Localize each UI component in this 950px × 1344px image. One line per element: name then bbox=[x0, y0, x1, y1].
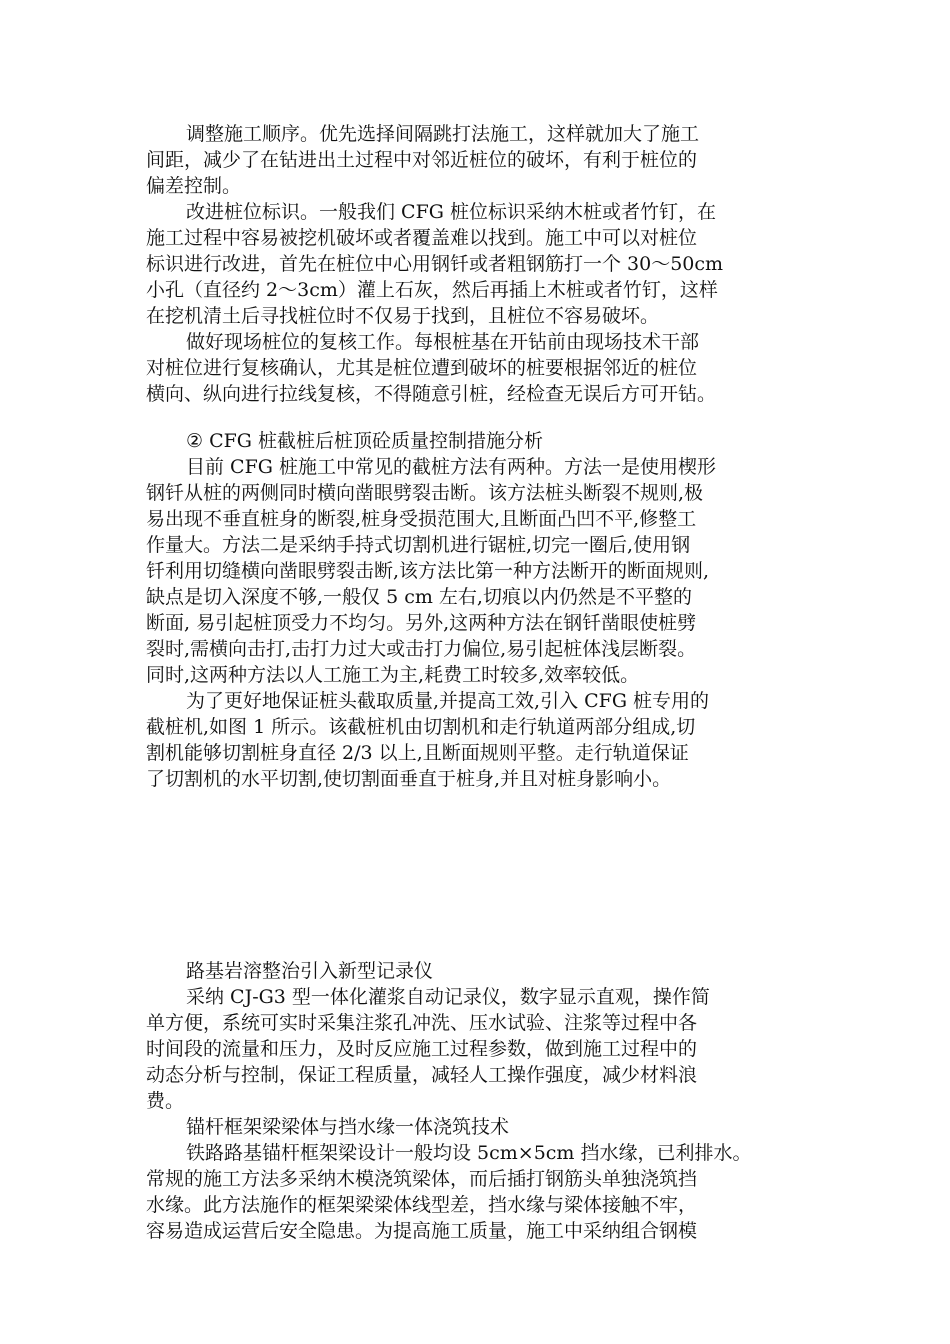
text-line: 常规的施工方法多采纳木模浇筑梁体，而后插打钢筋头单独浇筑挡 bbox=[146, 1168, 698, 1190]
section-heading: 路基岩溶整治引入新型记录仪 bbox=[186, 960, 434, 982]
text-line: 钎利用切缝横向凿眼劈裂击断,该方法比第一种方法断开的断面规则, bbox=[146, 560, 710, 582]
text-line: 标识进行改进，首先在桩位中心用钢钎或者粗钢筋打一个 30～50cm bbox=[146, 253, 724, 275]
text-line: 改进桩位标识。一般我们 CFG 桩位标识采纳木桩或者竹钉，在 bbox=[186, 201, 716, 223]
text-line: 同时,这两种方法以人工施工为主,耗费工时较多,效率较低。 bbox=[146, 664, 640, 686]
text-line: 施工过程中容易被挖机破坏或者覆盖难以找到。施工中可以对桩位 bbox=[146, 227, 698, 249]
text-line: 动态分析与控制，保证工程质量，减轻人工操作强度，减少材料浪 bbox=[146, 1064, 698, 1086]
text-line: 做好现场桩位的复核工作。每根桩基在开钻前由现场技术干部 bbox=[186, 331, 700, 353]
text-line: 容易造成运营后安全隐患。为提高施工质量，施工中采纳组合钢模 bbox=[146, 1220, 698, 1242]
text-line: 缺点是切入深度不够,一般仅 5 cm 左右,切痕以内仍然是不平整的 bbox=[146, 586, 692, 608]
text-line: 小孔（直径约 2～3cm）灌上石灰，然后再插上木桩或者竹钉，这样 bbox=[146, 279, 718, 301]
text-line: 作量大。方法二是采纳手持式切割机进行锯桩,切完一圈后,使用钢 bbox=[146, 534, 691, 556]
text-line: 对桩位进行复核确认，尤其是桩位遭到破坏的桩要根据邻近的桩位 bbox=[146, 357, 698, 379]
text-line: 了切割机的水平切割,使切割面垂直于桩身,并且对桩身影响小。 bbox=[146, 768, 672, 790]
text-line: 裂时,需横向击打,击打力过大或击打力偏位,易引起桩体浅层断裂。 bbox=[146, 638, 697, 660]
text-line: 钢钎从桩的两侧同时横向凿眼劈裂击断。该方法桩头断裂不规则,极 bbox=[146, 482, 704, 504]
text-line: 断面, 易引起桩顶受力不均匀。另外,这两种方法在钢钎凿眼使桩劈 bbox=[146, 612, 697, 634]
text-line: 单方便，系统可实时采集注浆孔冲洗、压水试验、注浆等过程中各 bbox=[146, 1012, 698, 1034]
text-line: 采纳 CJ-G3 型一体化灌浆自动记录仪，数字显示直观，操作简 bbox=[186, 986, 710, 1008]
text-line: 横向、纵向进行拉线复核，不得随意引桩，经检查无误后方可开钻。 bbox=[146, 383, 717, 405]
text-line: 铁路路基锚杆框架梁设计一般均设 5cm×5cm 挡水缘，已利排水。 bbox=[186, 1142, 752, 1164]
text-line: 截桩机,如图 1 所示。该截桩机由切割机和走行轨道两部分组成,切 bbox=[146, 716, 696, 738]
text-line: 时间段的流量和压力，及时反应施工过程参数，做到施工过程中的 bbox=[146, 1038, 698, 1060]
section-heading: 锚杆框架梁梁体与挡水缘一体浇筑技术 bbox=[186, 1116, 510, 1138]
text-line: 费。 bbox=[146, 1090, 185, 1112]
text-line: 偏差控制。 bbox=[146, 175, 242, 197]
text-line: 在挖机清土后寻找桩位时不仅易于找到，且桩位不容易破坏。 bbox=[146, 305, 660, 327]
text-line: 目前 CFG 桩施工中常见的截桩方法有两种。方法一是使用楔形 bbox=[186, 456, 716, 478]
text-line: 为了更好地保证桩头截取质量,并提高工效,引入 CFG 桩专用的 bbox=[186, 690, 710, 712]
text-line: 间距，减少了在钻进出土过程中对邻近桩位的破坏，有利于桩位的 bbox=[146, 149, 698, 171]
text-line: 水缘。此方法施作的框架梁梁体线型差，挡水缘与梁体接触不牢， bbox=[146, 1194, 698, 1216]
text-line: 易出现不垂直桩身的断裂,桩身受损范围大,且断面凸凹不平,修整工 bbox=[146, 508, 697, 530]
section-heading: ② CFG 桩截桩后桩顶砼质量控制措施分析 bbox=[186, 430, 544, 452]
text-line: 割机能够切割桩身直径 2/3 以上,且断面规则平整。走行轨道保证 bbox=[146, 742, 689, 764]
text-line: 调整施工顺序。优先选择间隔跳打法施工，这样就加大了施工 bbox=[186, 123, 700, 145]
